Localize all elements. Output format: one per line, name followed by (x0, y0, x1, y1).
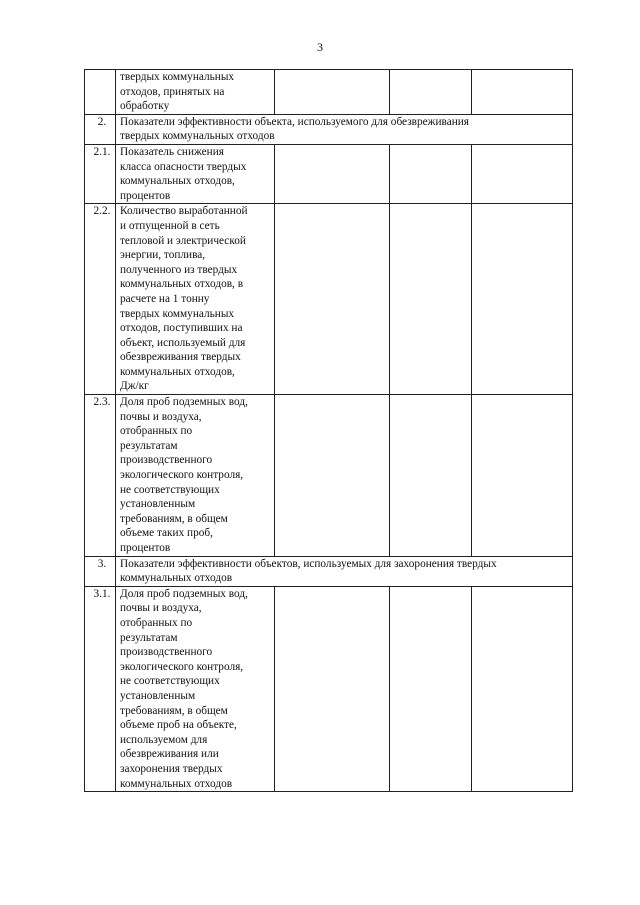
table-row (85, 395, 573, 557)
indicator-name: Доля проб подземных вод, почвы и воздуха, отобранных по результатам производственного экологического контроля, не соответствующих установленным требованиям, в общем объеме таких проб, процентов (116, 395, 275, 557)
value-cell (390, 70, 472, 115)
section-title: Показатели эффективности объектов, используемых для захоронения твердых коммунальных отходов (116, 556, 573, 586)
value-cell (275, 144, 390, 203)
indicator-name: Показатель снижения класса опасности твердых коммунальных отходов, процентов (116, 144, 275, 203)
indicators-table (84, 69, 573, 792)
value-cell (390, 395, 472, 557)
value-cell (275, 204, 390, 395)
value-cell (390, 144, 472, 203)
indicator-name: твердых коммунальных отходов, принятых на обработку (116, 70, 275, 115)
value-cell (275, 395, 390, 557)
row-number: 2.2. (85, 204, 116, 395)
value-cell (275, 586, 390, 791)
table-row (85, 70, 573, 115)
row-number: 2.1. (85, 144, 116, 203)
value-cell (275, 70, 390, 115)
section-number: 3. (85, 556, 116, 586)
section-title: Показатели эффективности объекта, используемого для обезвреживания твердых коммунальных отходов (116, 114, 573, 144)
table-row (85, 204, 573, 395)
value-cell (472, 204, 573, 395)
row-number: 3.1. (85, 586, 116, 791)
section-row (85, 556, 573, 586)
value-cell (390, 204, 472, 395)
table-row (85, 586, 573, 791)
row-number (85, 70, 116, 115)
section-number: 2. (85, 114, 116, 144)
table-row (85, 144, 573, 203)
value-cell (390, 586, 472, 791)
value-cell (472, 144, 573, 203)
row-number: 2.3. (85, 395, 116, 557)
indicator-name: Количество выработанной и отпущенной в сеть тепловой и электрической энергии, топлива, полученного из твердых коммунальных отходов, в расчете на 1 тонну твердых коммунальных отходов, поступивших на объект, используемый для обезвреживания твердых коммунальных отходов, Дж/кг (116, 204, 275, 395)
section-row (85, 114, 573, 144)
value-cell (472, 395, 573, 557)
value-cell (472, 586, 573, 791)
indicator-name: Доля проб подземных вод, почвы и воздуха, отобранных по результатам производственного экологического контроля, не соответствующих установленным требованиям, в общем объеме проб на объекте, используемом для обезвреживания или захоронения твердых коммунальных отходов (116, 586, 275, 791)
value-cell (472, 70, 573, 115)
page-number: 3 (317, 40, 323, 54)
